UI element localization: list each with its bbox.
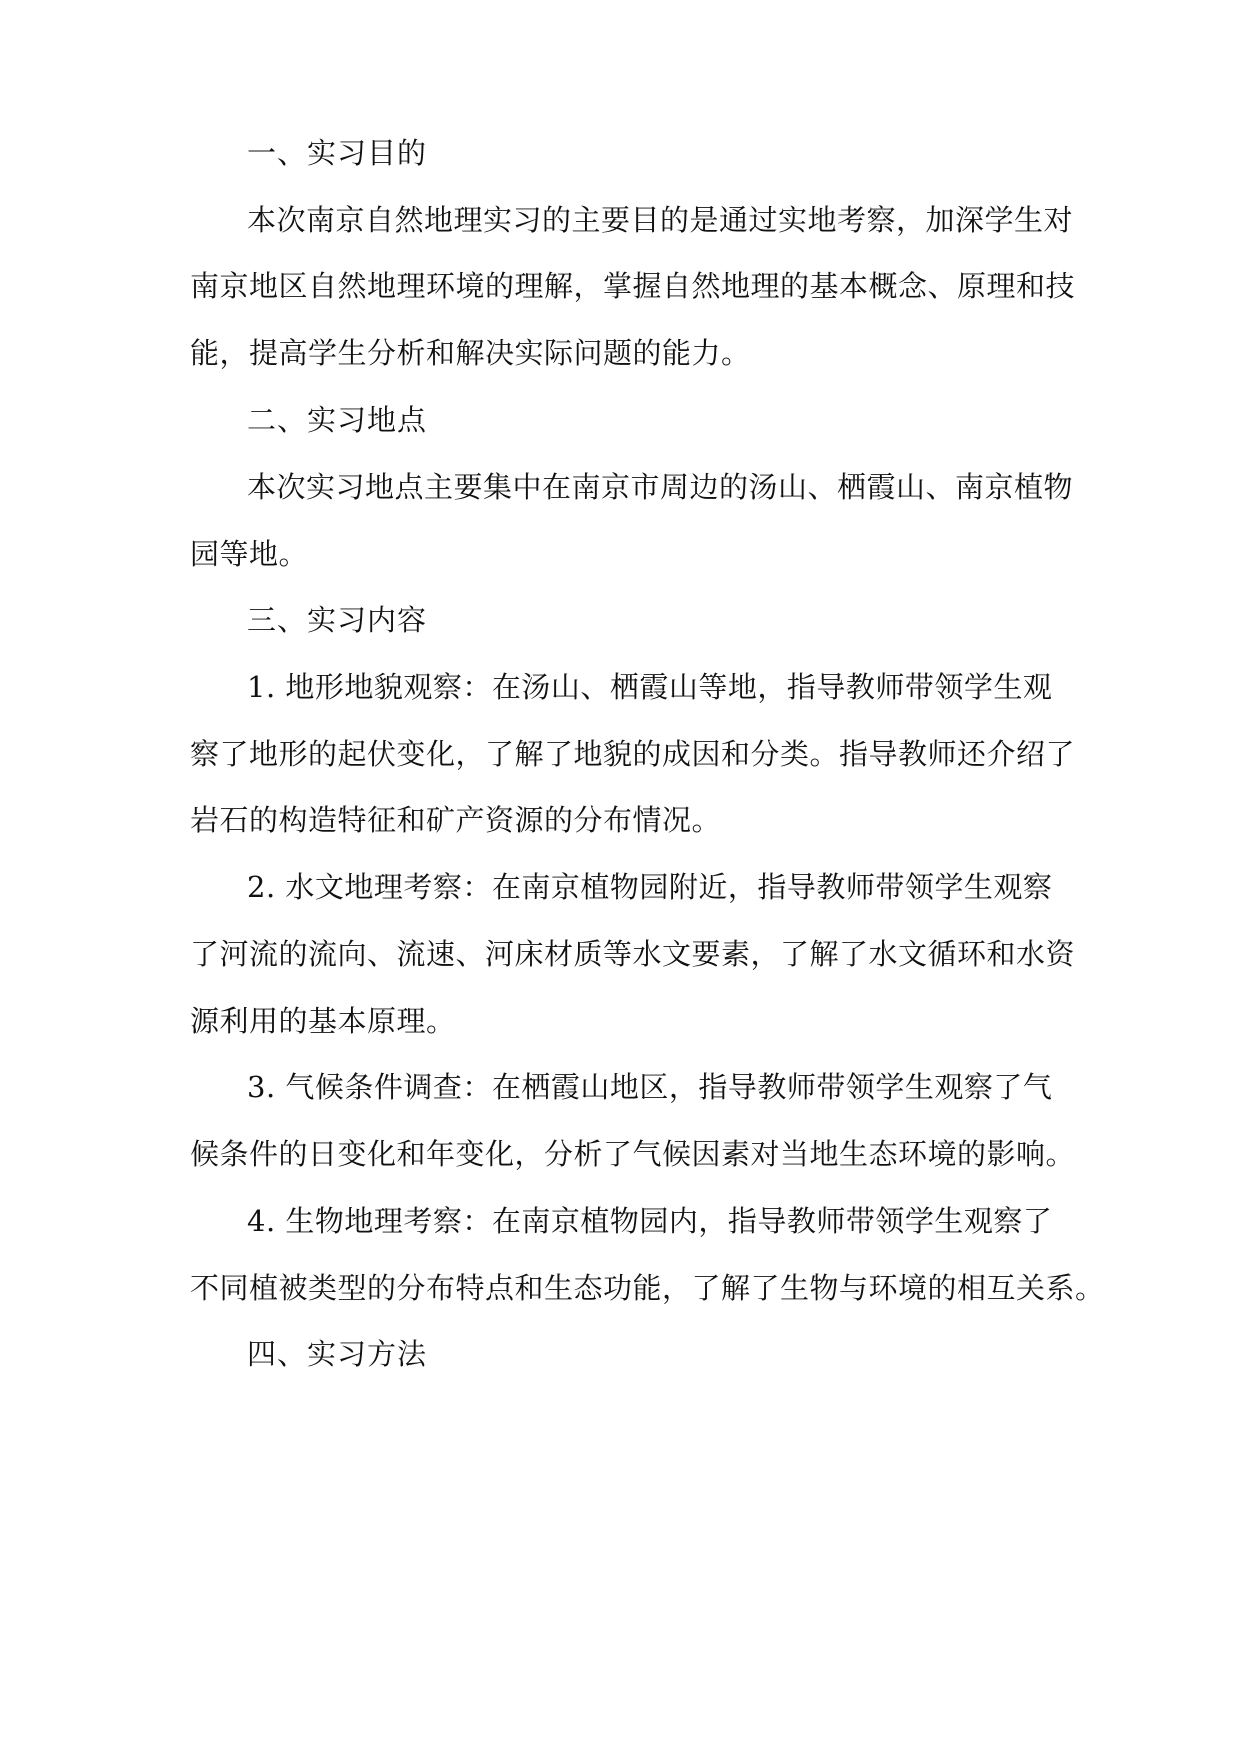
section-heading-purpose: 一、实习目的	[247, 136, 428, 170]
list-item-line: 4. 生物地理考察：在南京植物园内，指导教师带领学生观察了	[247, 1204, 1053, 1238]
list-item-line: 岩石的构造特征和矿产资源的分布情况。	[190, 803, 722, 837]
paragraph-line: 本次南京自然地理实习的主要目的是通过实地考察，加深学生对	[247, 203, 1074, 237]
list-item-line: 2. 水文地理考察：在南京植物园附近，指导教师带领学生观察	[247, 870, 1053, 904]
list-item-line: 1. 地形地貌观察：在汤山、栖霞山等地，指导教师带领学生观	[247, 670, 1053, 704]
list-item-line: 察了地形的起伏变化，了解了地貌的成因和分类。指导教师还介绍了	[190, 737, 1076, 771]
section-heading-method: 四、实习方法	[247, 1337, 428, 1371]
paragraph-line: 本次实习地点主要集中在南京市周边的汤山、栖霞山、南京植物	[247, 470, 1074, 504]
section-heading-location: 二、实习地点	[247, 403, 428, 437]
list-item-line: 3. 气候条件调查：在栖霞山地区，指导教师带领学生观察了气	[247, 1070, 1053, 1104]
section-heading-content: 三、实习内容	[247, 603, 428, 637]
list-item-line: 了河流的流向、流速、河床材质等水文要素，了解了水文循环和水资	[190, 937, 1076, 971]
paragraph-line: 园等地。	[190, 537, 309, 571]
paragraph-line: 能，提高学生分析和解决实际问题的能力。	[190, 336, 751, 370]
list-item-line: 源利用的基本原理。	[190, 1004, 456, 1038]
list-item-line: 不同植被类型的分布特点和生态功能，了解了生物与环境的相互关系。	[190, 1271, 1105, 1305]
list-item-line: 候条件的日变化和年变化，分析了气候因素对当地生态环境的影响。	[190, 1137, 1076, 1171]
paragraph-line: 南京地区自然地理环境的理解，掌握自然地理的基本概念、原理和技	[190, 269, 1076, 303]
